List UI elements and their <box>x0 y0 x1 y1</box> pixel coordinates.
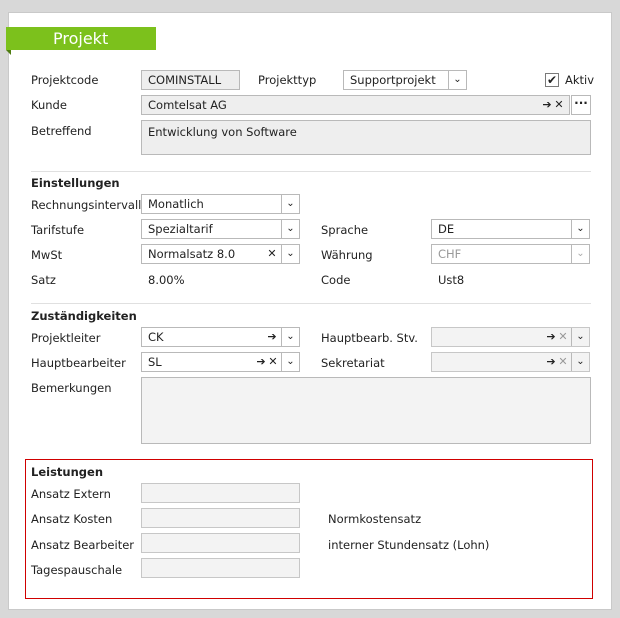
chevron-down-icon[interactable]: ⌄ <box>281 220 299 238</box>
ansatz-kosten-note: Normkostensatz <box>328 512 422 526</box>
hauptbearbeiter-value: SL <box>148 355 162 369</box>
projektleiter-select[interactable] <box>141 327 300 347</box>
chevron-down-icon: ⌄ <box>571 245 589 263</box>
hauptbearbeiter-label: Hauptbearbeiter <box>31 356 126 370</box>
hauptbearb-stv-label: Hauptbearb. Stv. <box>321 331 418 345</box>
sprache-select[interactable] <box>431 219 590 239</box>
rechnungsintervall-value: Monatlich <box>148 197 204 211</box>
projektleiter-value: CK <box>148 330 164 344</box>
ansatz-bearbeiter-label: Ansatz Bearbeiter <box>31 538 135 552</box>
clear-icon[interactable]: ✕ <box>558 355 568 368</box>
tarifstufe-select[interactable] <box>141 219 300 239</box>
ansatz-bearbeiter-note: interner Stundensatz (Lohn) <box>328 538 490 552</box>
satz-value: 8.00% <box>148 273 185 287</box>
clear-icon[interactable]: ✕ <box>558 330 568 343</box>
check-icon: ✔ <box>546 73 558 87</box>
divider <box>31 171 591 172</box>
chevron-down-icon[interactable]: ⌄ <box>281 245 299 263</box>
ansatz-kosten-label: Ansatz Kosten <box>31 512 113 526</box>
waehrung-value: CHF <box>438 247 462 261</box>
projekttyp-select[interactable] <box>343 70 467 90</box>
divider <box>31 303 591 304</box>
waehrung-select <box>431 244 590 264</box>
arrow-right-icon[interactable]: ➔ <box>546 330 556 343</box>
projektcode-label: Projektcode <box>31 73 99 87</box>
ansatz-bearbeiter-input[interactable] <box>141 533 300 553</box>
aktiv-label: Aktiv <box>565 73 595 87</box>
chevron-down-icon[interactable]: ⌄ <box>571 328 589 346</box>
leistungen-heading: Leistungen <box>31 465 104 479</box>
arrow-right-icon[interactable]: ➔ <box>256 355 266 368</box>
sekretariat-select[interactable] <box>431 352 590 372</box>
more-options-button[interactable] <box>571 95 591 115</box>
projektcode-field[interactable]: COMINSTALL <box>141 70 240 90</box>
arrow-right-icon[interactable]: ➔ <box>267 330 277 343</box>
clear-icon[interactable]: ✕ <box>554 98 564 111</box>
mwst-select[interactable] <box>141 244 300 264</box>
kunde-field[interactable] <box>141 95 570 115</box>
kunde-value: Comtelsat AG <box>148 98 227 112</box>
waehrung-label: Währung <box>321 248 373 262</box>
betreffend-label: Betreffend <box>31 124 92 138</box>
tagespauschale-label: Tagespauschale <box>31 563 123 577</box>
code-label: Code <box>321 273 351 287</box>
tagespauschale-input[interactable] <box>141 558 300 578</box>
mwst-label: MwSt <box>31 248 63 262</box>
chevron-down-icon[interactable]: ⌄ <box>281 328 299 346</box>
zustaendigkeiten-heading: Zuständigkeiten <box>31 309 137 323</box>
projekttyp-label: Projekttyp <box>258 73 317 87</box>
bemerkungen-label: Bemerkungen <box>31 381 112 395</box>
sprache-value: DE <box>438 222 455 236</box>
chevron-down-icon[interactable]: ⌄ <box>571 353 589 371</box>
rechnungsintervall-select[interactable] <box>141 194 300 214</box>
satz-label: Satz <box>31 273 56 287</box>
chevron-down-icon[interactable]: ⌄ <box>571 220 589 238</box>
tarifstufe-label: Tarifstufe <box>31 223 85 237</box>
sprache-label: Sprache <box>321 223 369 237</box>
title-tab-notch <box>6 50 11 55</box>
chevron-down-icon[interactable]: ⌄ <box>281 195 299 213</box>
projekttyp-value: Supportprojekt <box>350 73 436 87</box>
ansatz-kosten-input[interactable] <box>141 508 300 528</box>
chevron-down-icon[interactable]: ⌄ <box>448 71 466 89</box>
hauptbearbeiter-select[interactable] <box>141 352 300 372</box>
aktiv-checkbox[interactable] <box>545 73 559 87</box>
clear-icon[interactable]: ✕ <box>267 247 277 260</box>
bemerkungen-textarea[interactable] <box>141 377 591 444</box>
rechnungsintervall-label: Rechnungsintervall <box>31 198 142 212</box>
projektleiter-label: Projektleiter <box>31 331 101 345</box>
ansatz-extern-label: Ansatz Extern <box>31 487 111 501</box>
chevron-down-icon[interactable]: ⌄ <box>281 353 299 371</box>
betreffend-textarea[interactable]: Entwicklung von Software <box>141 120 591 155</box>
tarifstufe-value: Spezialtarif <box>148 222 213 236</box>
arrow-right-icon[interactable]: ➔ <box>546 355 556 368</box>
hauptbearb-stv-select[interactable] <box>431 327 590 347</box>
arrow-right-icon[interactable]: ➔ <box>542 98 552 111</box>
page-title: Projekt <box>6 27 156 50</box>
code-value: Ust8 <box>438 273 465 287</box>
mwst-value: Normalsatz 8.0 <box>148 247 236 261</box>
leistungen-section <box>25 459 593 599</box>
kunde-label: Kunde <box>31 98 67 112</box>
ansatz-extern-input[interactable] <box>141 483 300 503</box>
ellipsis-icon: ··· <box>574 96 588 110</box>
sekretariat-label: Sekretariat <box>321 356 385 370</box>
clear-icon[interactable]: ✕ <box>268 355 278 368</box>
einstellungen-heading: Einstellungen <box>31 176 120 190</box>
